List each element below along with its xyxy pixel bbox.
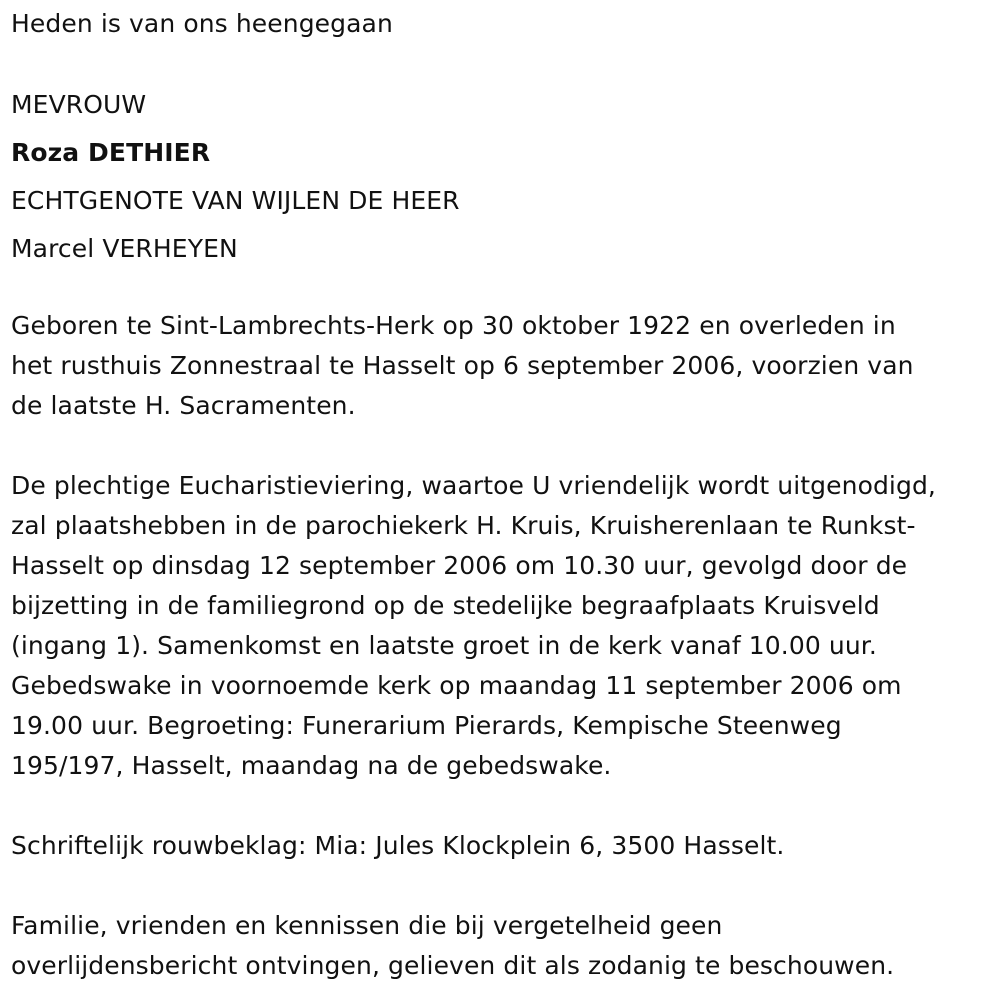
closing-paragraph (11, 906, 991, 986)
paragraph-line: Familie, vrienden en kennissen die bij vergetelheid geen (11, 911, 723, 940)
paragraph-line: Geboren te Sint-Lambrechts-Herk op 30 oktober 1922 en overleden in (11, 311, 896, 340)
paragraph-line: bijzetting in de familiegrond op de stedelijke begraafplaats Kruisveld (11, 591, 880, 620)
relation-line: ECHTGENOTE VAN WIJLEN DE HEER (11, 186, 460, 215)
paragraph-line: de laatste H. Sacramenten. (11, 391, 356, 420)
spacer (11, 866, 991, 906)
spacer (11, 426, 991, 466)
paragraph-line: Gebedswake in voornoemde kerk op maandag 11 september 2006 om (11, 671, 902, 700)
paragraph-line: overlijdensbericht ontvingen, gelieven dit als zodanig te beschouwen. (11, 951, 895, 980)
paragraph-line: Hasselt op dinsdag 12 september 2006 om 10.30 uur, gevolgd door de (11, 551, 908, 580)
paragraph-line: 195/197, Hasselt, maandag na de gebedswake. (11, 751, 612, 780)
paragraph-line: De plechtige Eucharistieviering, waartoe U vriendelijk wordt uitgenodigd, (11, 471, 936, 500)
condolences-paragraph (11, 826, 991, 866)
ceremony-paragraph (11, 466, 991, 786)
birth-death-paragraph (11, 306, 991, 426)
paragraph-line: 19.00 uur. Begroeting: Funerarium Pierards, Kempische Steenweg (11, 711, 842, 740)
title-prefix: MEVROUW (11, 90, 147, 119)
spacer (11, 786, 991, 826)
paragraph-line: het rusthuis Zonnestraal te Hasselt op 6 september 2006, voorzien van (11, 351, 914, 380)
deceased-name: Roza DETHIER (11, 138, 211, 167)
death-notice (11, 0, 991, 986)
paragraph-line: (ingang 1). Samenkomst en laatste groet in de kerk vanaf 10.00 uur. (11, 631, 877, 660)
spacer (11, 48, 991, 81)
paragraph-line: Schriftelijk rouwbeklag: Mia: Jules Klockplein 6, 3500 Hasselt. (11, 831, 785, 860)
intro-line: Heden is van ons heengegaan (11, 9, 393, 38)
spouse-name: Marcel VERHEYEN (11, 234, 238, 263)
paragraph-line: zal plaatshebben in de parochiekerk H. Kruis, Kruisherenlaan te Runkst- (11, 511, 916, 540)
spacer (11, 273, 991, 306)
